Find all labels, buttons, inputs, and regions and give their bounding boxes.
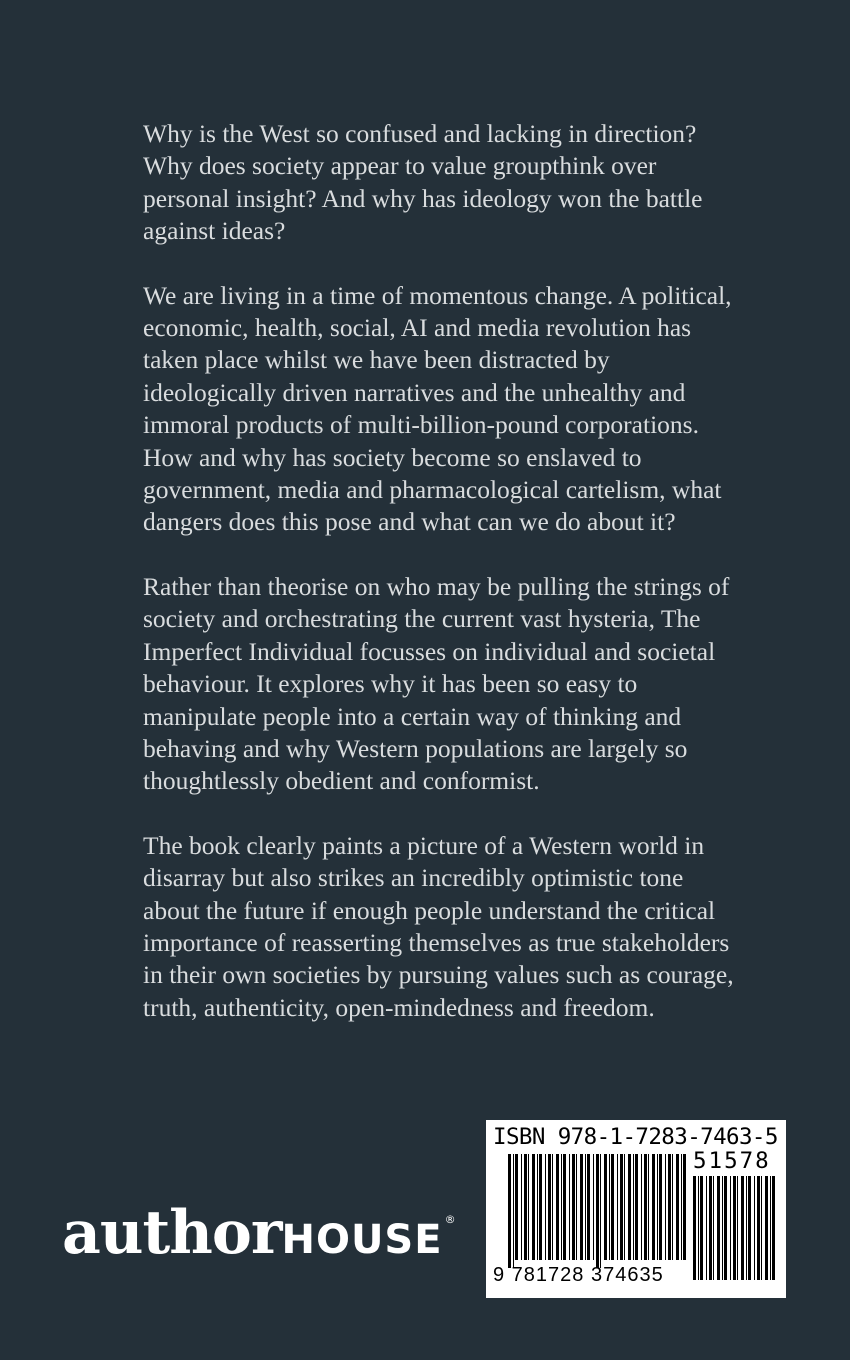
barcode-bar [657, 1154, 658, 1260]
barcode-bar [700, 1176, 703, 1280]
barcode-bar [676, 1154, 679, 1260]
barcode-bar [724, 1176, 727, 1280]
barcode-bar [552, 1154, 553, 1260]
barcode-bar [521, 1154, 522, 1260]
barcode-bar [717, 1176, 720, 1280]
barcode-bar [635, 1154, 638, 1260]
barcode-bar [706, 1176, 707, 1280]
barcode-bar [593, 1154, 594, 1260]
barcode-bar [733, 1176, 736, 1280]
barcode-bar [628, 1154, 631, 1260]
barcode-bar [548, 1154, 551, 1260]
barcode-bar [648, 1154, 649, 1260]
barcode-bar [741, 1176, 744, 1280]
registered-mark: ® [444, 1213, 456, 1226]
barcode-bar [611, 1154, 614, 1260]
barcode-bar [641, 1154, 642, 1260]
barcode-bar [563, 1154, 566, 1260]
barcode-bar [587, 1154, 590, 1260]
barcode-bar [709, 1176, 712, 1280]
barcode-bar [513, 1154, 514, 1268]
barcode-bar [624, 1154, 625, 1260]
barcode-bar [604, 1154, 607, 1260]
barcode-bar [580, 1154, 583, 1260]
barcode-bar [569, 1154, 570, 1260]
barcode-bar [683, 1154, 686, 1260]
barcode-bar [757, 1176, 760, 1280]
barcode-bar [748, 1176, 751, 1280]
publisher-logo-house: HOUSE [281, 1217, 443, 1263]
barcode-bar [524, 1154, 527, 1260]
barcode-bar [532, 1154, 535, 1260]
barcode-bar [617, 1154, 618, 1260]
isbn-barcode [486, 1120, 786, 1298]
barcode-bar [665, 1154, 666, 1260]
barcode-bar [770, 1176, 771, 1280]
price-code: 51578 [693, 1148, 771, 1174]
barcode-bar [596, 1154, 599, 1268]
blurb-paragraph-2: We are living in a time of momentous change. A political, economic, health, social, AI and media revolution has taken place whilst we have been distracted by ideologically driven narratives and the unhealthy and immoral products of multi-billion-pound corporations. How and why has society become so enslaved to government, media and pharmacological cartelism, what dangers does this pose and what can we do about it? [143, 280, 732, 537]
barcode-bar [620, 1154, 623, 1260]
barcode-bar [672, 1154, 673, 1260]
barcode-bar [515, 1154, 518, 1260]
barcode-bar [585, 1154, 586, 1260]
barcode-bar [698, 1176, 699, 1280]
ean-bars [508, 1154, 686, 1268]
barcode-bar [508, 1154, 511, 1268]
publisher-logo [62, 1198, 456, 1268]
barcode-bar [681, 1154, 682, 1260]
addon-bars [693, 1176, 775, 1280]
barcode-bar [539, 1154, 542, 1260]
barcode-bar [545, 1154, 546, 1260]
isbn-label: ISBN 978-1-7283-7463-5 [493, 1124, 778, 1150]
barcode-bar [761, 1176, 762, 1280]
barcode-bar [722, 1176, 723, 1280]
barcode-bar [746, 1176, 747, 1280]
barcode-bar [693, 1176, 696, 1280]
barcode-bar [600, 1154, 601, 1268]
barcode-bar [737, 1176, 738, 1280]
barcode-bar [668, 1154, 671, 1260]
barcode-bar [572, 1154, 575, 1260]
publisher-logo-author: author [62, 1198, 282, 1268]
barcode-bar [644, 1154, 647, 1260]
barcode-bar [765, 1176, 768, 1280]
barcode-bar [556, 1154, 559, 1260]
barcode-bar [537, 1154, 538, 1260]
barcode-bar [561, 1154, 562, 1260]
barcode-bar [633, 1154, 634, 1260]
barcode-bar [730, 1176, 731, 1280]
barcode-bar [754, 1176, 755, 1280]
ean-digits: 9 781728 374635 [493, 1264, 664, 1286]
barcode-bar [609, 1154, 610, 1260]
barcode-bar [528, 1154, 529, 1260]
barcode-bar [576, 1154, 577, 1260]
back-cover-blurb [143, 118, 743, 1056]
barcode-bar [772, 1176, 775, 1280]
blurb-paragraph-3: Rather than theorise on who may be pulling the strings of society and orchestrating the current vast hysteria, The Imperfect Individual focusses on individual and societal behaviour. It explores why it has been so easy to manipulate people into a certain way of thinking and behaving and why Western populations are largely so thoughtlessly obedient and conformist. [143, 571, 730, 796]
barcode-bar [713, 1176, 714, 1280]
blurb-paragraph-4: The book clearly paints a picture of a Western world in disarray but also strikes an incredibly optimistic tone about the future if enough people understand the critical importance of reasserting themselves as true stakeholders in their own societies by pursuing values such as courage, truth, authenticity, open-mindedness and freedom. [143, 830, 734, 1022]
blurb-paragraph-1: Why is the West so confused and lacking in direction? Why does society appear to value groupthink over personal insight? And why has ideology won the battle against ideas? [143, 119, 703, 246]
barcode-bar [659, 1154, 662, 1260]
barcode-bar [652, 1154, 655, 1260]
